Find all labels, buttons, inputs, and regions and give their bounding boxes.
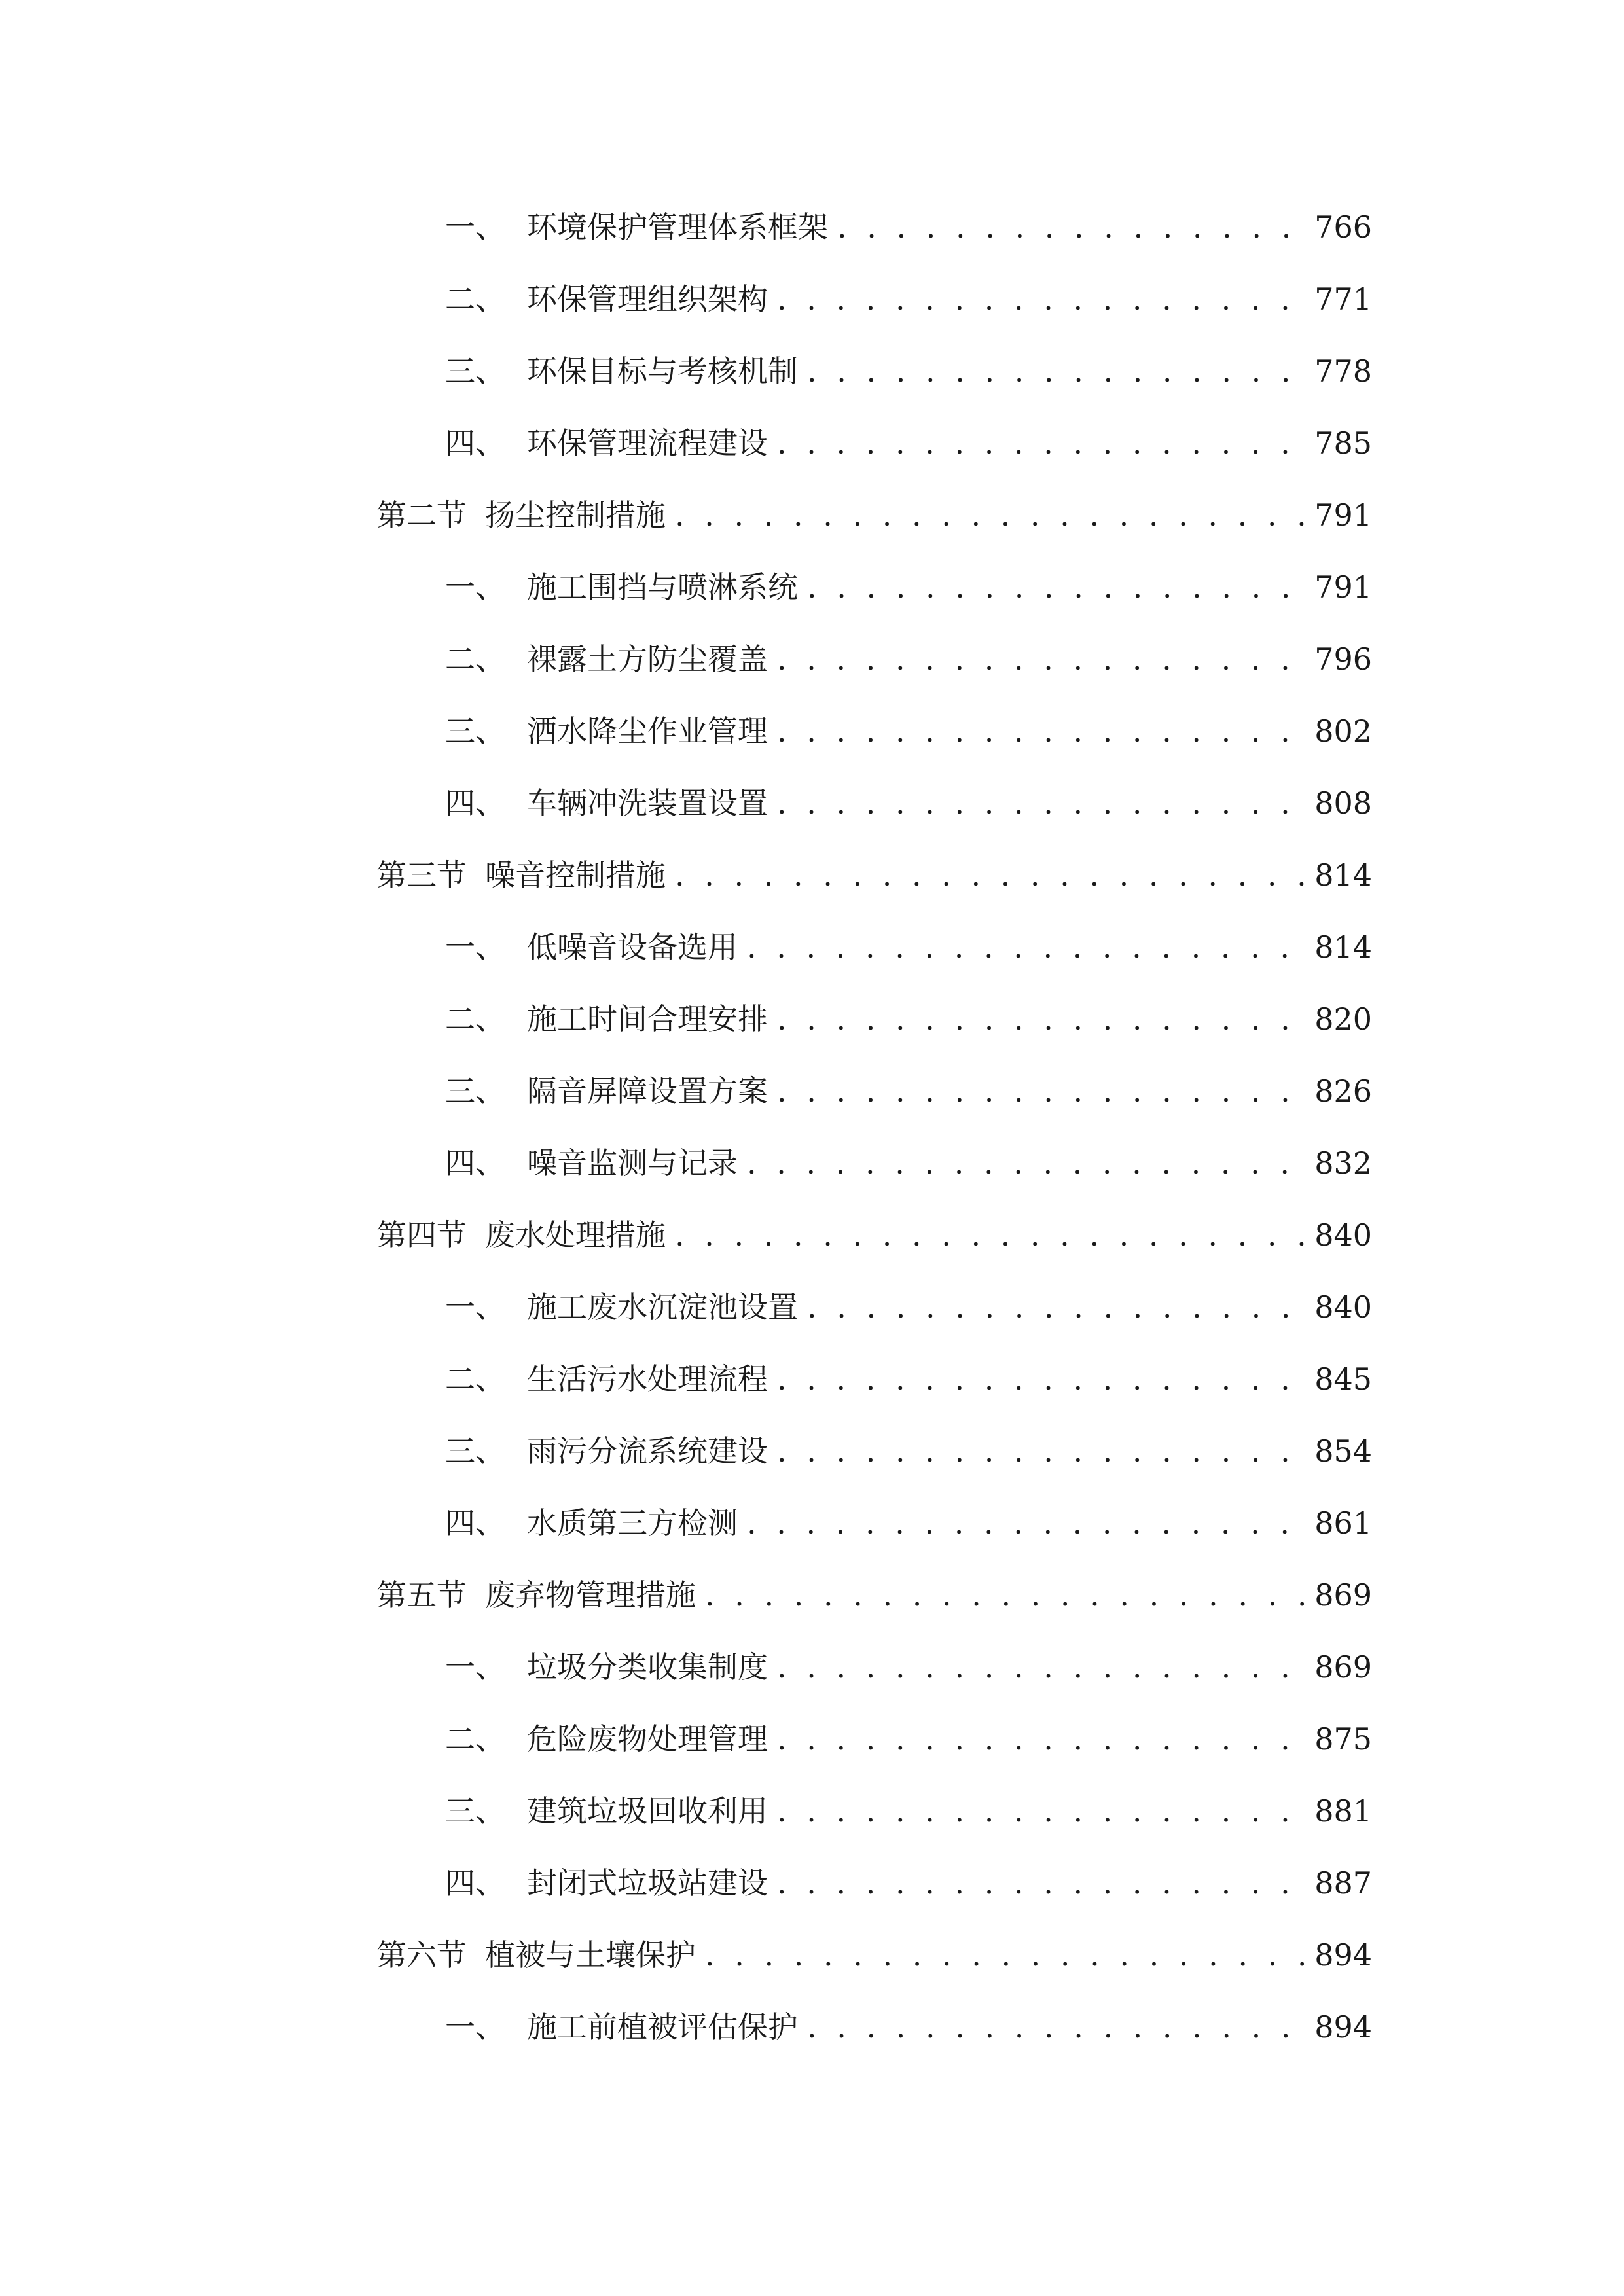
toc-entry-number: 三、 [445, 713, 505, 749]
toc-entry-page: 826 [1314, 1073, 1372, 1109]
toc-entry-number: 四、 [445, 425, 505, 461]
toc-entry-title: 施工废水沉淀池设置 [527, 1289, 798, 1325]
toc-entry-number: 二、 [445, 1361, 505, 1397]
toc-entry[interactable] [445, 1705, 1372, 1757]
toc-entry[interactable] [445, 1129, 1372, 1181]
toc-entry-title: 建筑垃圾回收利用 [527, 1793, 768, 1829]
toc-entry-number: 一、 [445, 2009, 505, 2045]
toc-entry[interactable] [445, 985, 1372, 1037]
dot-leader [747, 1145, 1307, 1181]
toc-entry[interactable] [445, 1345, 1372, 1397]
toc-entry-page: 840 [1314, 1217, 1372, 1253]
toc-section-number: 第五节 [376, 1577, 467, 1613]
toc-entry-title: 裸露土方防尘覆盖 [527, 641, 768, 677]
toc-section-title: 扬尘控制措施 [485, 497, 666, 533]
dot-leader [777, 1361, 1307, 1397]
toc-entry[interactable] [445, 1273, 1372, 1325]
toc-entry-number: 一、 [445, 1649, 505, 1685]
toc-entry[interactable] [445, 1849, 1372, 1901]
toc-entry[interactable] [445, 553, 1372, 605]
toc-entry[interactable] [445, 193, 1372, 245]
toc-entry-number: 四、 [445, 1145, 505, 1181]
toc-entry-page: 766 [1314, 209, 1372, 245]
toc-entry-page: 875 [1314, 1721, 1372, 1757]
toc-entry-title: 环境保护管理体系框架 [527, 209, 828, 245]
dot-leader [675, 857, 1307, 893]
toc-section-entry[interactable] [376, 1561, 1372, 1613]
dot-leader [777, 281, 1307, 317]
toc-entry-title: 环保管理组织架构 [527, 281, 768, 317]
dot-leader [777, 1721, 1307, 1757]
toc-entry[interactable] [445, 913, 1372, 965]
toc-entry-page: 791 [1314, 569, 1372, 605]
toc-entry-number: 二、 [445, 1001, 505, 1037]
toc-entry-title: 垃圾分类收集制度 [527, 1649, 768, 1685]
toc-section-number: 第六节 [376, 1937, 467, 1973]
toc-entry-number: 四、 [445, 785, 505, 821]
toc-entry[interactable] [445, 1777, 1372, 1829]
toc-entry-page: 778 [1314, 353, 1372, 389]
dot-leader [777, 1001, 1307, 1037]
toc-entry-page: 840 [1314, 1289, 1372, 1325]
toc-entry-title: 低噪音设备选用 [527, 929, 738, 965]
toc-entry-number: 三、 [445, 353, 505, 389]
toc-entry-page: 854 [1314, 1433, 1372, 1469]
toc-entry-number: 二、 [445, 641, 505, 677]
dot-leader [807, 569, 1307, 605]
toc-entry-number: 四、 [445, 1865, 505, 1901]
toc-entry-number: 一、 [445, 929, 505, 965]
toc-entry-title: 施工前植被评估保护 [527, 2009, 798, 2045]
toc-entry-title: 雨污分流系统建设 [527, 1433, 768, 1469]
toc-entry-number: 一、 [445, 1289, 505, 1325]
toc-entry[interactable] [445, 697, 1372, 749]
toc-entry-page: 861 [1314, 1505, 1372, 1541]
toc-section-title: 废水处理措施 [485, 1217, 666, 1253]
dot-leader [777, 1073, 1307, 1109]
toc-entry-title: 洒水降尘作业管理 [527, 713, 768, 749]
toc-entry-page: 814 [1314, 929, 1372, 965]
toc-entry-title: 车辆冲洗装置设置 [527, 785, 768, 821]
toc-entry[interactable] [445, 1489, 1372, 1541]
toc-entry[interactable] [445, 769, 1372, 821]
toc-entry-title: 封闭式垃圾站建设 [527, 1865, 768, 1901]
toc-section-title: 废弃物管理措施 [485, 1577, 696, 1613]
toc-entry-number: 三、 [445, 1073, 505, 1109]
toc-entry-title: 水质第三方检测 [527, 1505, 738, 1541]
toc-section-number: 第三节 [376, 857, 467, 893]
toc-entry-title: 环保目标与考核机制 [527, 353, 798, 389]
toc-entry[interactable] [445, 1417, 1372, 1469]
toc-entry-page: 832 [1314, 1145, 1372, 1181]
toc-entry-page: 869 [1314, 1649, 1372, 1685]
toc-entry-title: 施工时间合理安排 [527, 1001, 768, 1037]
toc-entry[interactable] [445, 625, 1372, 677]
toc-entry-page: 894 [1314, 1937, 1372, 1973]
toc-entry-page: 887 [1314, 1865, 1372, 1901]
toc-entry-page: 869 [1314, 1577, 1372, 1613]
toc-entry-page: 881 [1314, 1793, 1372, 1829]
dot-leader [777, 713, 1307, 749]
toc-section-entry[interactable] [376, 841, 1372, 893]
dot-leader [807, 2009, 1307, 2045]
toc-entry[interactable] [445, 1057, 1372, 1109]
dot-leader [777, 785, 1307, 821]
toc-section-entry[interactable] [376, 1921, 1372, 1973]
toc-entry-number: 二、 [445, 281, 505, 317]
toc-entry-number: 三、 [445, 1793, 505, 1829]
toc-entry-number: 四、 [445, 1505, 505, 1541]
toc-entry[interactable] [445, 1993, 1372, 2045]
toc-entry-title: 施工围挡与喷淋系统 [527, 569, 798, 605]
dot-leader [747, 929, 1307, 965]
toc-entry-title: 危险废物处理管理 [527, 1721, 768, 1757]
toc-section-title: 噪音控制措施 [485, 857, 666, 893]
dot-leader [837, 209, 1307, 245]
dot-leader [807, 353, 1307, 389]
toc-section-number: 第二节 [376, 497, 467, 533]
toc-entry-number: 三、 [445, 1433, 505, 1469]
toc-entry-page: 845 [1314, 1361, 1372, 1397]
toc-entry-title: 噪音监测与记录 [527, 1145, 738, 1181]
dot-leader [675, 497, 1307, 533]
toc-section-entry[interactable] [376, 1201, 1372, 1253]
toc-section-title: 植被与土壤保护 [485, 1937, 696, 1973]
dot-leader [807, 1289, 1307, 1325]
toc-entry-page: 802 [1314, 713, 1372, 749]
toc-entry-number: 一、 [445, 569, 505, 605]
dot-leader [675, 1217, 1307, 1253]
toc-entry-page: 796 [1314, 641, 1372, 677]
dot-leader [777, 425, 1307, 461]
toc-entry-page: 820 [1314, 1001, 1372, 1037]
toc-entry[interactable] [445, 265, 1372, 317]
toc-section-entry[interactable] [376, 481, 1372, 533]
toc-entry-page: 814 [1314, 857, 1372, 893]
toc-entry-page: 785 [1314, 425, 1372, 461]
toc-entry-title: 隔音屏障设置方案 [527, 1073, 768, 1109]
toc-entry-page: 894 [1314, 2009, 1372, 2045]
toc-entry[interactable] [445, 337, 1372, 389]
dot-leader [777, 641, 1307, 677]
toc-entry-number: 一、 [445, 209, 505, 245]
toc-entry-title: 生活污水处理流程 [527, 1361, 768, 1397]
toc-entry-page: 791 [1314, 497, 1372, 533]
toc-entry-page: 808 [1314, 785, 1372, 821]
dot-leader [705, 1577, 1307, 1613]
toc-section-number: 第四节 [376, 1217, 467, 1253]
dot-leader [777, 1865, 1307, 1901]
dot-leader [777, 1433, 1307, 1469]
dot-leader [777, 1793, 1307, 1829]
toc-entry-page: 771 [1314, 281, 1372, 317]
dot-leader [747, 1505, 1307, 1541]
toc-entry-number: 二、 [445, 1721, 505, 1757]
toc-entry[interactable] [445, 1633, 1372, 1685]
dot-leader [705, 1937, 1307, 1973]
toc-entry[interactable] [445, 409, 1372, 461]
toc-entry-title: 环保管理流程建设 [527, 425, 768, 461]
dot-leader [777, 1649, 1307, 1685]
